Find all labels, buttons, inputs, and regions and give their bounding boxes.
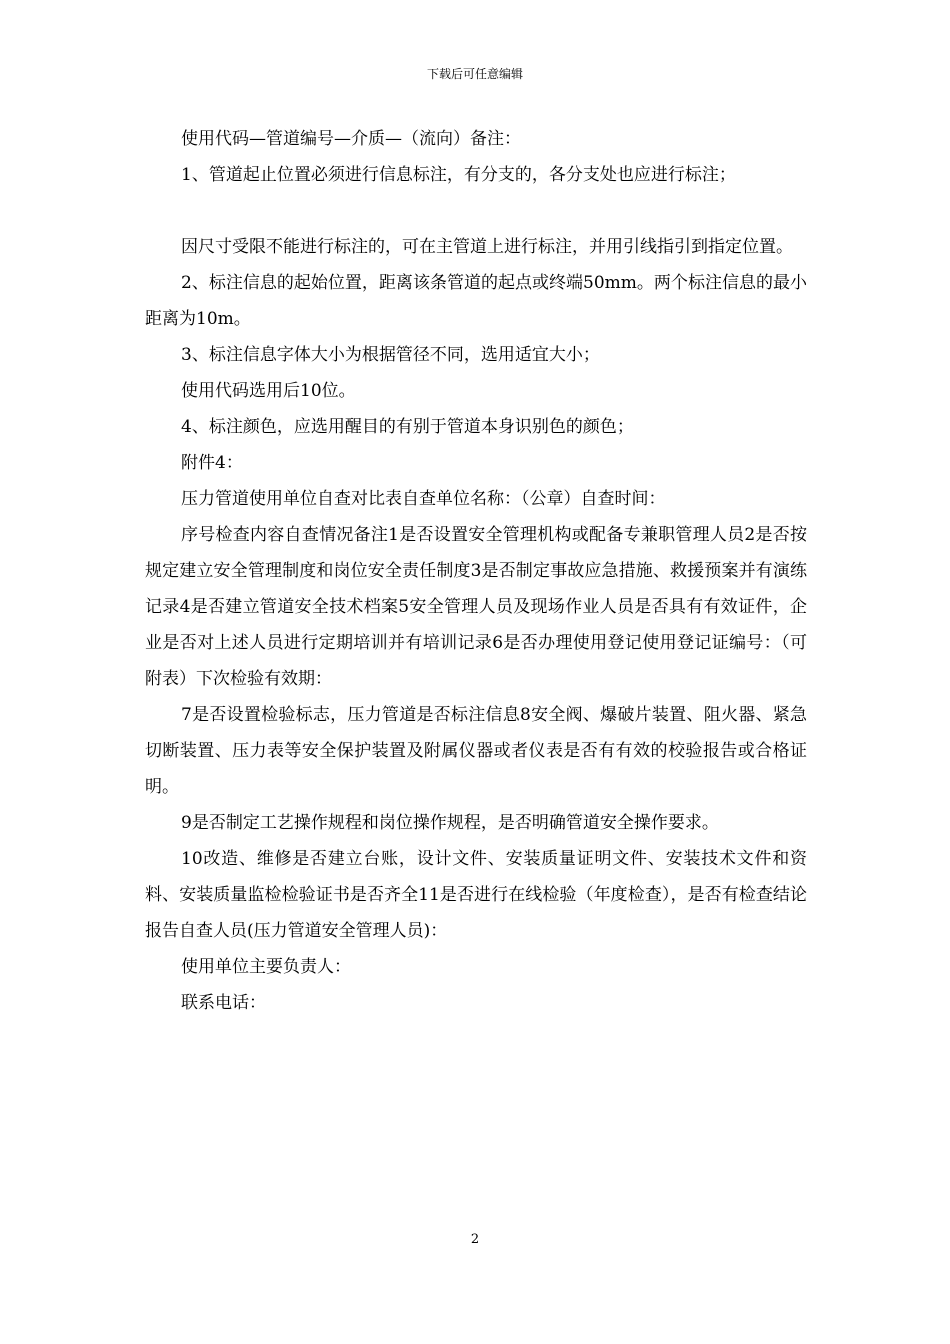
paragraph-rule-1: 1、管道起止位置必须进行信息标注，有分支的，各分支处也应进行标注；	[181, 165, 736, 185]
paragraph-checklist-items-1-6: 序号检查内容自查情况备注1是否设置安全管理机构或配备专兼职管理人员2是否按规定建立安全管理制度和岗位安全责任制度3是否制定事故应急措施、救援预案并有演练记录4是否建立管道安全技术档案5安全管理人员及现场作业人员是否具有有效证件，企业是否对上述人员进行定期培训并有培训记录6是否办理使用登记使用登记证编号：（可附表）下次检验有效期：	[145, 525, 807, 689]
page-header-note: 下载后可任意编辑	[426, 67, 523, 81]
paragraph-attachment-title: 附件4：	[181, 453, 243, 473]
paragraph-checklist-items-10-11: 10改造、维修是否建立台账，设计文件、安装质量证明文件、安装技术文件和资料、安装质量监检检验证书是否齐全11是否进行在线检验（年度检查），是否有检查结论报告自查人员(压力管道安全管理人员)：	[145, 849, 807, 941]
paragraph-contact-phone: 联系电话：	[181, 993, 266, 1013]
paragraph-code-digits: 使用代码选用后10位。	[181, 381, 356, 401]
blank-line	[145, 193, 807, 229]
paragraph-rule-1-note: 因尺寸受限不能进行标注的，可在主管道上进行标注，并用引线指引到指定位置。	[181, 237, 793, 257]
paragraph-rule-2: 2、标注信息的起始位置，距离该条管道的起点或终端50mm。两个标注信息的最小距离为10m。	[145, 273, 807, 329]
paragraph-code-format: 使用代码—管道编号—介质—（流向）备注：	[181, 129, 521, 149]
document-body	[145, 121, 807, 1021]
paragraph-checklist-heading: 压力管道使用单位自查对比表自查单位名称：（公章）自查时间：	[181, 489, 666, 509]
paragraph-checklist-item-9: 9是否制定工艺操作规程和岗位操作规程，是否明确管道安全操作要求。	[181, 813, 719, 833]
page-number: 2	[470, 1232, 480, 1247]
paragraph-responsible-person: 使用单位主要负责人：	[181, 957, 351, 977]
paragraph-checklist-items-7-8: 7是否设置检验标志，压力管道是否标注信息8安全阀、爆破片装置、阻火器、紧急切断装置、压力表等安全保护装置及附属仪器或者仪表是否有有效的校验报告或合格证明。	[145, 705, 807, 797]
paragraph-rule-4: 4、标注颜色，应选用醒目的有别于管道本身识别色的颜色；	[181, 417, 634, 437]
paragraph-rule-3: 3、标注信息字体大小为根据管径不同，选用适宜大小；	[181, 345, 600, 365]
